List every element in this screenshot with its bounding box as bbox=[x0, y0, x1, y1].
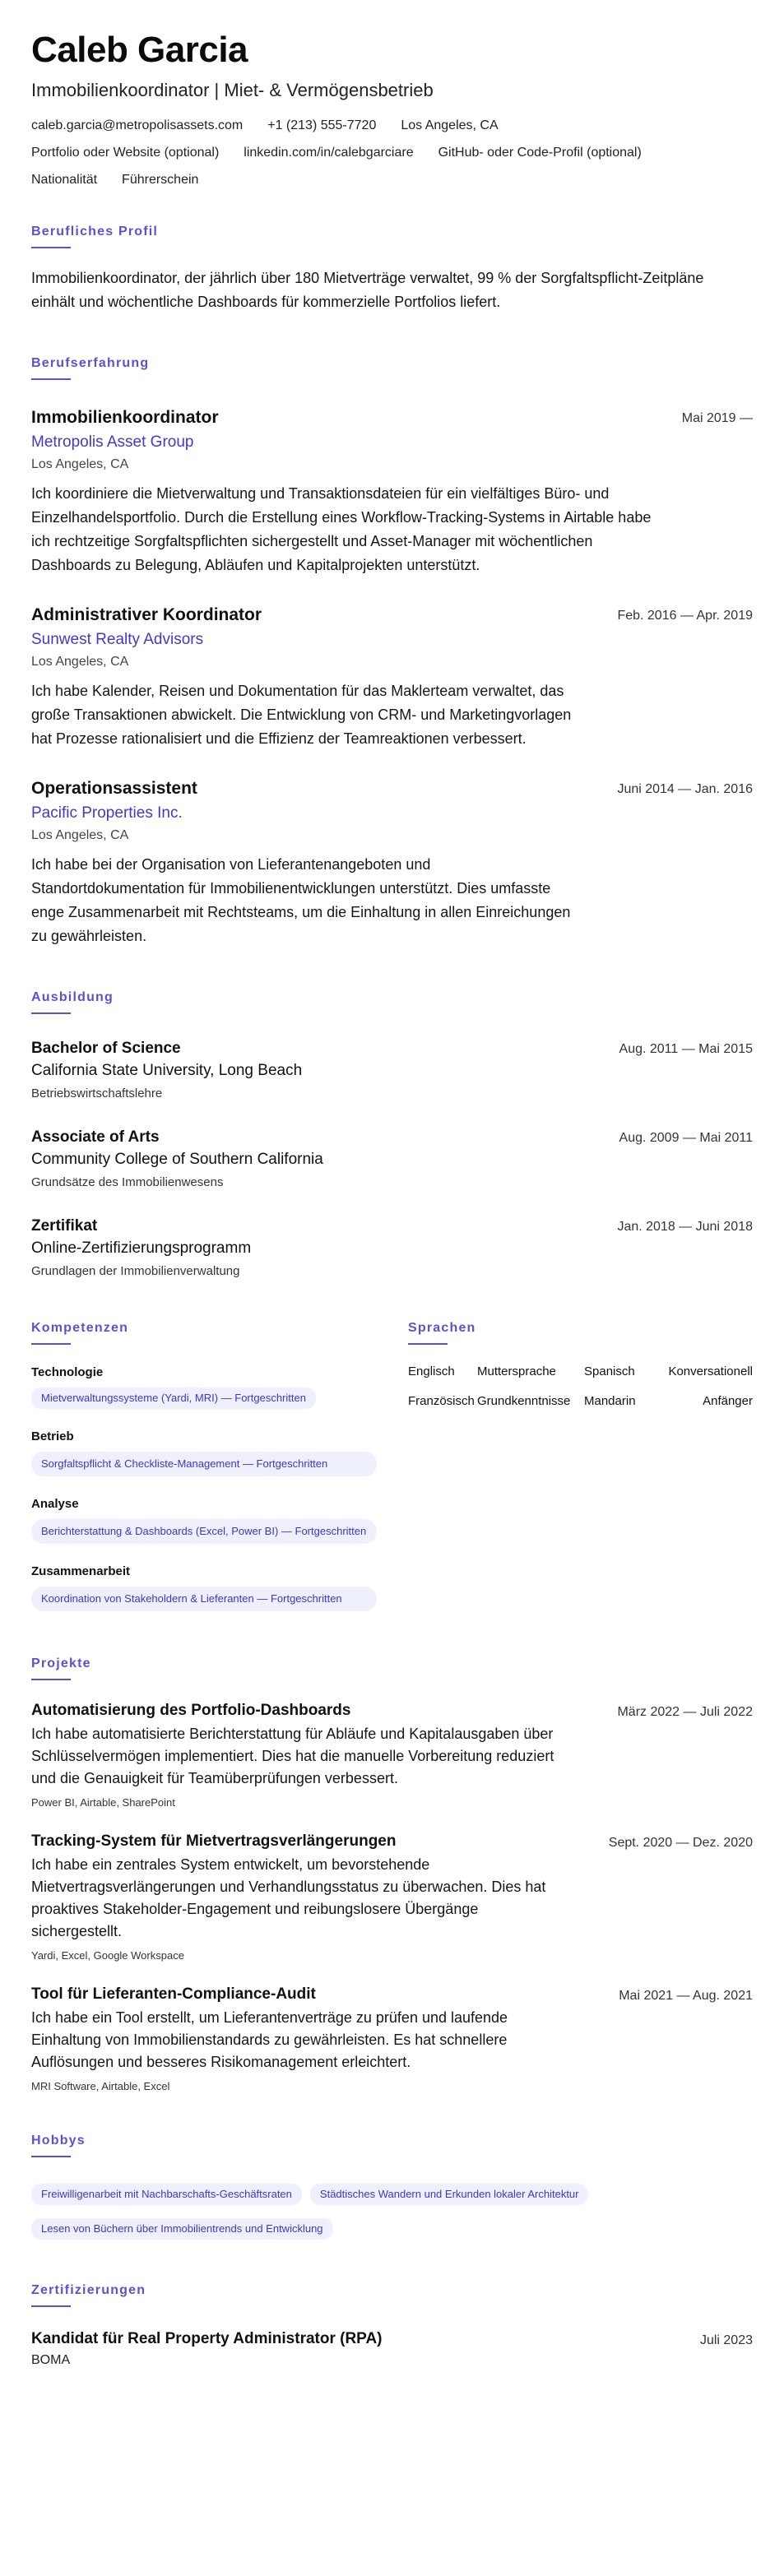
skill-group bbox=[31, 1429, 377, 1476]
project-entry bbox=[31, 1984, 753, 2095]
education-entry bbox=[31, 1126, 753, 1192]
education-entry bbox=[31, 1215, 753, 1281]
section-divider bbox=[31, 1012, 71, 1014]
edu-school: Community College of Southern California bbox=[31, 1151, 323, 1168]
experience-section bbox=[31, 355, 753, 948]
project-description: Ich habe ein zentrales System entwickelt, um bevorstehende Mietvertragsverlängerungen und Verhandlungsstatus zu überwachen. Dies hat proaktives Stakeholder-Engagement und reibungslosere Übergänge sichergestellt. bbox=[31, 1856, 546, 1939]
contact-phone[interactable]: +1 (213) 555-7720 bbox=[267, 118, 377, 132]
candidate-name: Caleb Garcia bbox=[31, 30, 248, 70]
skill-group bbox=[31, 1496, 377, 1544]
cert-title: Kandidat für Real Property Administrator (RPA) bbox=[31, 2330, 383, 2347]
language-row bbox=[408, 1363, 753, 1381]
project-date: Sept. 2020 — Dez. 2020 bbox=[608, 1836, 753, 1850]
section-title: Kompetenzen bbox=[31, 1321, 129, 1335]
languages-section bbox=[408, 1320, 753, 1611]
skill-category: Analyse bbox=[31, 1497, 79, 1511]
job-date: Mai 2019 — bbox=[681, 411, 753, 425]
project-entry bbox=[31, 1831, 753, 1964]
skill-category: Betrieb bbox=[31, 1429, 74, 1443]
job-location: Los Angeles, CA bbox=[31, 828, 129, 842]
job-description: Ich habe bei der Organisation von Lieferantenangeboten und Standortdokumentation für Immobilienentwicklungen unterstützt. Dies umfasste enge Zusammenarbeit mit Rechtsteams, um die Einhaltung in allen Einreichungen zu gewährleisten. bbox=[31, 856, 571, 944]
section-divider bbox=[31, 1679, 71, 1680]
edu-field: Grundsätze des Immobilienwesens bbox=[31, 1175, 224, 1189]
section-title: Zertifizierungen bbox=[31, 2283, 146, 2297]
language-row bbox=[408, 1392, 753, 1411]
job-title: Administrativer Koordinator bbox=[31, 605, 262, 624]
skills-languages-row bbox=[31, 1320, 753, 1611]
profile-summary: Immobilienkoordinator, der jährlich über 180 Mietverträge verwaltet, 99 % der Sorgfaltspflicht-Zeitpläne einhält und wöchentliche Dashboards für kommerzielle Portfolios liefert. bbox=[31, 270, 704, 310]
edu-school: Online-Zertifizierungsprogramm bbox=[31, 1239, 252, 1257]
job-description: Ich habe Kalender, Reisen und Dokumentation für das Maklerteam verwaltet, das große Transaktionen abwickelt. Die Entwicklung von CRM- und Marketingvorlagen hat Prozesse rationalisiert und die Effizienz der Teamreaktionen verbessert. bbox=[31, 683, 572, 747]
resume-header bbox=[31, 30, 753, 189]
job-entry bbox=[31, 406, 753, 577]
section-divider bbox=[31, 247, 71, 248]
job-location: Los Angeles, CA bbox=[31, 655, 129, 669]
contact-info bbox=[31, 117, 753, 189]
language-level: Anfänger bbox=[703, 1394, 753, 1408]
job-date: Feb. 2016 — Apr. 2019 bbox=[617, 609, 753, 623]
project-description: Ich habe ein Tool erstellt, um Lieferantenverträge zu prüfen und laufende Einhaltung von Immobilienstandards zu gewährleisten. Es hat schnellere Auflösungen und besseres Risikomanagement erleichtert. bbox=[31, 2009, 508, 2070]
language-level: Konversationell bbox=[668, 1364, 753, 1378]
language-name: Mandarin bbox=[584, 1394, 636, 1408]
job-company: Pacific Properties Inc. bbox=[31, 804, 183, 822]
section-title: Projekte bbox=[31, 1656, 91, 1670]
skill-pill: Berichterstattung & Dashboards (Excel, Power BI) — Fortgeschritten bbox=[31, 1519, 377, 1544]
job-company: Sunwest Realty Advisors bbox=[31, 631, 204, 648]
skill-pill: Mietverwaltungssysteme (Yardi, MRI) — Fortgeschritten bbox=[31, 1388, 316, 1409]
section-divider bbox=[31, 2156, 71, 2157]
contact-linkedin[interactable]: linkedin.com/in/calebgarciare bbox=[244, 146, 414, 160]
languages-list bbox=[408, 1363, 753, 1411]
candidate-headline: Immobilienkoordinator | Miet- & Vermögensbetrieb bbox=[31, 80, 434, 100]
project-entry bbox=[31, 1700, 753, 1811]
projects-section bbox=[31, 1656, 753, 2095]
project-date: Mai 2021 — Aug. 2021 bbox=[619, 1989, 753, 2003]
education-entry bbox=[31, 1037, 753, 1103]
skill-pill: Sorgfaltspflicht & Checkliste-Management — Fortgeschritten bbox=[31, 1452, 377, 1476]
hobby-pill: Städtisches Wandern und Erkunden lokaler Architektur bbox=[310, 2184, 589, 2205]
certifications-section bbox=[31, 2282, 753, 2370]
project-title: Automatisierung des Portfolio-Dashboards bbox=[31, 1702, 351, 1719]
job-company: Metropolis Asset Group bbox=[31, 433, 194, 451]
job-description: Ich koordiniere die Mietverwaltung und Transaktionsdateien für ein vielfältiges Büro- und Einzelhandelsportfolio. Durch die Erstellung eines Workflow-Tracking-Systems in Airtable habe ich rechtzeitige Sorgfaltspflichten sichergestellt und Asset-Manager mit wöchentlichen Dashboards zu Belegung, Abläufen und Kapitalprojekten unterstützt. bbox=[31, 485, 652, 573]
project-tech: MRI Software, Airtable, Excel bbox=[31, 2080, 170, 2092]
contact-nationality: Nationalität bbox=[31, 173, 98, 187]
profile-section bbox=[31, 224, 753, 314]
language-level: Muttersprache bbox=[477, 1364, 556, 1378]
section-divider bbox=[31, 378, 71, 380]
language-level: Grundkenntnisse bbox=[477, 1394, 571, 1408]
edu-field: Grundlagen der Immobilienverwaltung bbox=[31, 1264, 240, 1278]
hobbies-section bbox=[31, 2133, 753, 2246]
language-name: Spanisch bbox=[584, 1364, 635, 1378]
job-title: Immobilienkoordinator bbox=[31, 408, 219, 427]
language-name: Englisch bbox=[408, 1364, 455, 1378]
job-date: Juni 2014 — Jan. 2016 bbox=[617, 782, 753, 796]
contact-location: Los Angeles, CA bbox=[401, 118, 499, 132]
contact-email[interactable]: caleb.garcia@metropolisassets.com bbox=[31, 118, 244, 132]
contact-portfolio[interactable]: Portfolio oder Website (optional) bbox=[31, 146, 220, 160]
skills-section bbox=[31, 1320, 377, 1611]
language-name: Französisch bbox=[408, 1394, 475, 1408]
section-title: Sprachen bbox=[408, 1321, 476, 1335]
hobby-pill: Freiwilligenarbeit mit Nachbarschafts-Geschäftsraten bbox=[31, 2184, 302, 2205]
section-title: Berufliches Profil bbox=[31, 225, 159, 239]
project-tech: Yardi, Excel, Google Workspace bbox=[31, 1949, 184, 1962]
contact-license: Führerschein bbox=[122, 173, 199, 187]
cert-date: Juli 2023 bbox=[699, 2333, 753, 2347]
education-section bbox=[31, 989, 753, 1281]
hobby-pill: Lesen von Büchern über Immobilientrends und Entwicklung bbox=[31, 2218, 333, 2240]
skill-group bbox=[31, 1364, 377, 1409]
project-date: März 2022 — Juli 2022 bbox=[617, 1705, 753, 1719]
cert-organization: BOMA bbox=[31, 2353, 71, 2367]
section-divider bbox=[408, 1343, 448, 1345]
edu-degree: Associate of Arts bbox=[31, 1128, 160, 1146]
skill-group bbox=[31, 1564, 377, 1611]
project-title: Tracking-System für Mietvertragsverlängerungen bbox=[31, 1832, 397, 1850]
project-tech: Power BI, Airtable, SharePoint bbox=[31, 1796, 175, 1809]
section-title: Hobbys bbox=[31, 2134, 86, 2147]
skill-category: Zusammenarbeit bbox=[31, 1564, 131, 1578]
edu-date: Jan. 2018 — Juni 2018 bbox=[617, 1220, 753, 1234]
edu-degree: Bachelor of Science bbox=[31, 1040, 181, 1057]
edu-date: Aug. 2009 — Mai 2011 bbox=[619, 1131, 753, 1145]
edu-degree: Zertifikat bbox=[31, 1217, 98, 1235]
contact-github[interactable]: GitHub- oder Code-Profil (optional) bbox=[438, 146, 642, 160]
section-title: Ausbildung bbox=[31, 990, 114, 1004]
section-divider bbox=[31, 1343, 71, 1345]
job-title: Operationsassistent bbox=[31, 779, 197, 798]
section-divider bbox=[31, 2305, 71, 2307]
job-entry bbox=[31, 777, 753, 948]
skill-pill: Koordination von Stakeholdern & Lieferanten — Fortgeschritten bbox=[31, 1587, 377, 1611]
job-entry bbox=[31, 604, 753, 751]
edu-date: Aug. 2011 — Mai 2015 bbox=[619, 1042, 753, 1056]
skill-category: Technologie bbox=[31, 1365, 104, 1379]
project-title: Tool für Lieferanten-Compliance-Audit bbox=[31, 1985, 316, 2003]
section-title: Berufserfahrung bbox=[31, 356, 150, 370]
edu-school: California State University, Long Beach bbox=[31, 1062, 303, 1079]
project-description: Ich habe automatisierte Berichterstattung für Abläufe und Kapitalausgaben über Schlüsselvermögen implementiert. Dies hat die manuelle Vorbereitung reduziert und die Genauigkeit für Teamüberprüfungen verbessert. bbox=[31, 1726, 554, 1786]
hobbies-list bbox=[31, 2177, 753, 2246]
job-location: Los Angeles, CA bbox=[31, 457, 129, 471]
certification-entry bbox=[31, 2328, 753, 2370]
edu-field: Betriebswirtschaftslehre bbox=[31, 1086, 163, 1100]
